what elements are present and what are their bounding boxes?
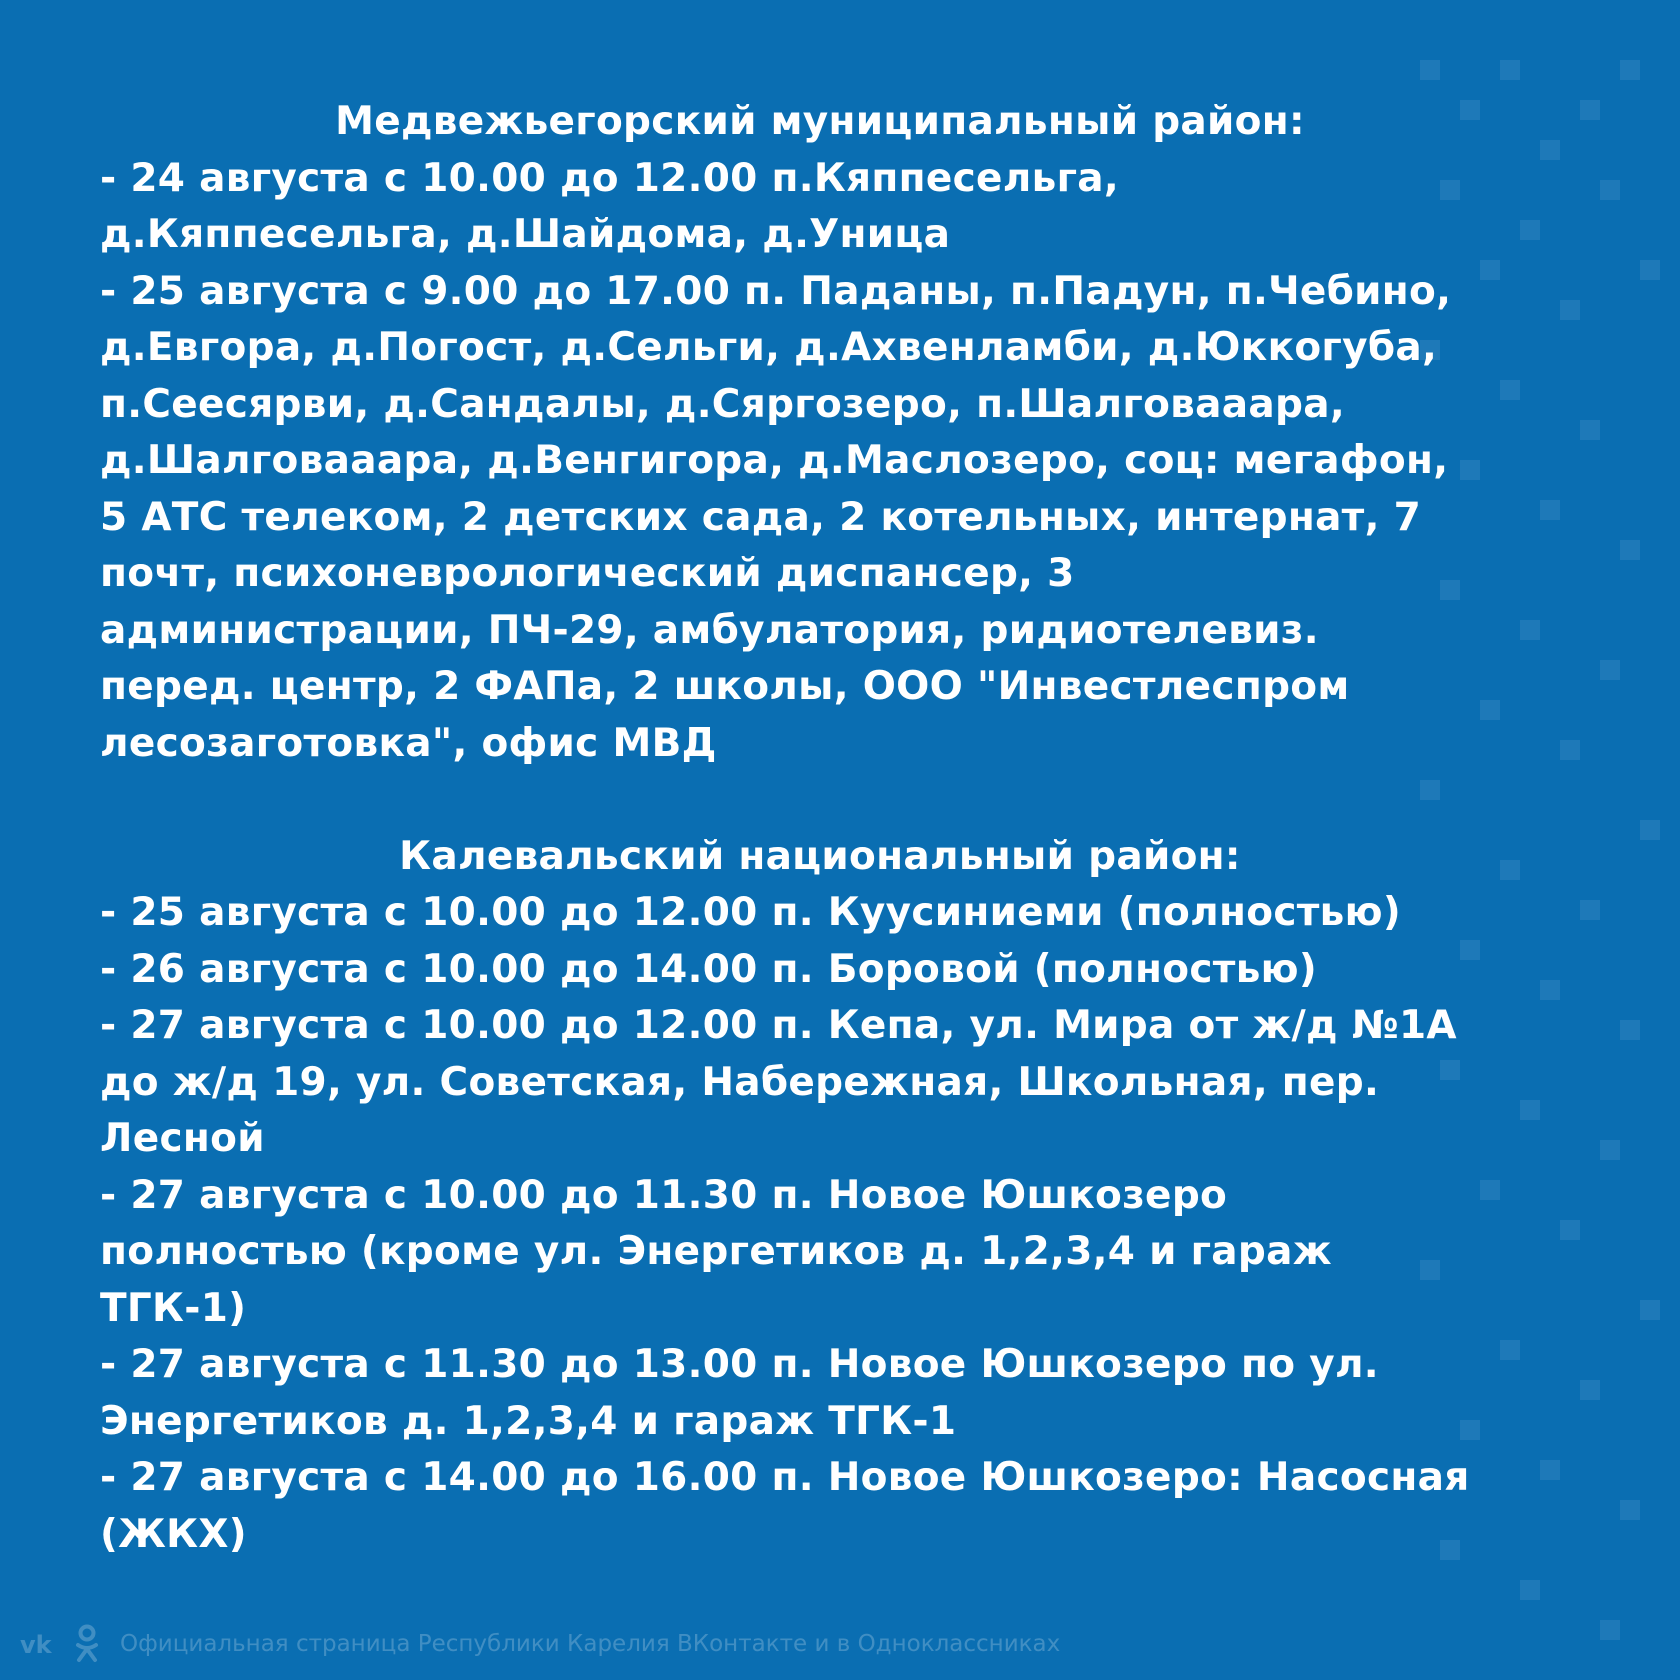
- text-line: администрации, ПЧ-29, амбулатория, ридиотелевиз.: [100, 607, 1319, 653]
- text-line: перед. центр, 2 ФАПа, 2 школы, ООО "Инвестлеспром: [100, 664, 1350, 709]
- text-line: (ЖКХ): [100, 1511, 247, 1557]
- text-line: - 27 августа с 10.00 до 11.30 п. Новое Юшкозеро: [100, 1172, 1228, 1218]
- svg-text:vk: vk: [20, 1631, 52, 1659]
- text-line: д.Шалговааара, д.Венгигора, д.Маслозеро, соц: мегафон,: [100, 438, 1449, 483]
- main-content: [100, 94, 1600, 1563]
- section-spacer: [100, 772, 1600, 829]
- text-line: д.Евгора, д.Погост, д.Сельги, д.Ахвенламби, д.Юккогуба,: [100, 325, 1438, 370]
- section-kalevala: [100, 829, 1600, 1564]
- text-line: ТГК-1): [100, 1285, 247, 1331]
- section-title: Калевальский национальный район:: [399, 833, 1241, 879]
- text-line: до ж/д 19, ул. Советская, Набережная, Школьная, пер.: [100, 1059, 1380, 1105]
- text-line: - 26 августа с 10.00 до 14.00 п. Боровой (полностью): [100, 946, 1318, 992]
- text-line: - 24 августа с 10.00 до 12.00 п.Кяппесельга,: [100, 155, 1119, 201]
- text-line: 5 АТС телеком, 2 детских сада, 2 котельных, интернат, 7: [100, 494, 1422, 540]
- footer: [20, 1622, 1060, 1666]
- text-line: полностью (кроме ул. Энергетиков д. 1,2,3,4 и гараж: [100, 1229, 1332, 1274]
- text-line: почт, психоневрологический диспансер, 3: [100, 551, 1075, 596]
- text-line: Лесной: [100, 1116, 265, 1161]
- text-line: д.Кяппесельга, д.Шайдома, д.Уница: [100, 212, 951, 257]
- text-line: - 25 августа с 9.00 до 17.00 п. Паданы, п.Падун, п.Чебино,: [100, 268, 1452, 314]
- text-line: лесозаготовка", офис МВД: [100, 720, 717, 766]
- footer-text: Официальная страница Республики Карелия ВКонтакте и в Одноклассниках: [120, 1631, 1061, 1657]
- text-line: - 27 августа с 10.00 до 12.00 п. Кепа, ул. Мира от ж/д №1А: [100, 1003, 1457, 1048]
- text-line: - 25 августа с 10.00 до 12.00 п. Куусиниеми (полностью): [100, 890, 1401, 935]
- ok-icon[interactable]: [74, 1624, 100, 1664]
- section-title: Медвежьегорский муниципальный район:: [335, 99, 1305, 144]
- text-line: - 27 августа с 11.30 до 13.00 п. Новое Юшкозеро по ул.: [100, 1342, 1379, 1387]
- text-line: - 27 августа с 14.00 до 16.00 п. Новое Юшкозеро: Насосная: [100, 1455, 1470, 1500]
- vk-icon[interactable]: [20, 1629, 62, 1659]
- section-medvezhyegorsk: [100, 94, 1600, 772]
- text-line: п.Сеесярви, д.Сандалы, д.Сяргозеро, п.Шалговааара,: [100, 381, 1345, 427]
- text-line: Энергетиков д. 1,2,3,4 и гараж ТГК-1: [100, 1398, 957, 1444]
